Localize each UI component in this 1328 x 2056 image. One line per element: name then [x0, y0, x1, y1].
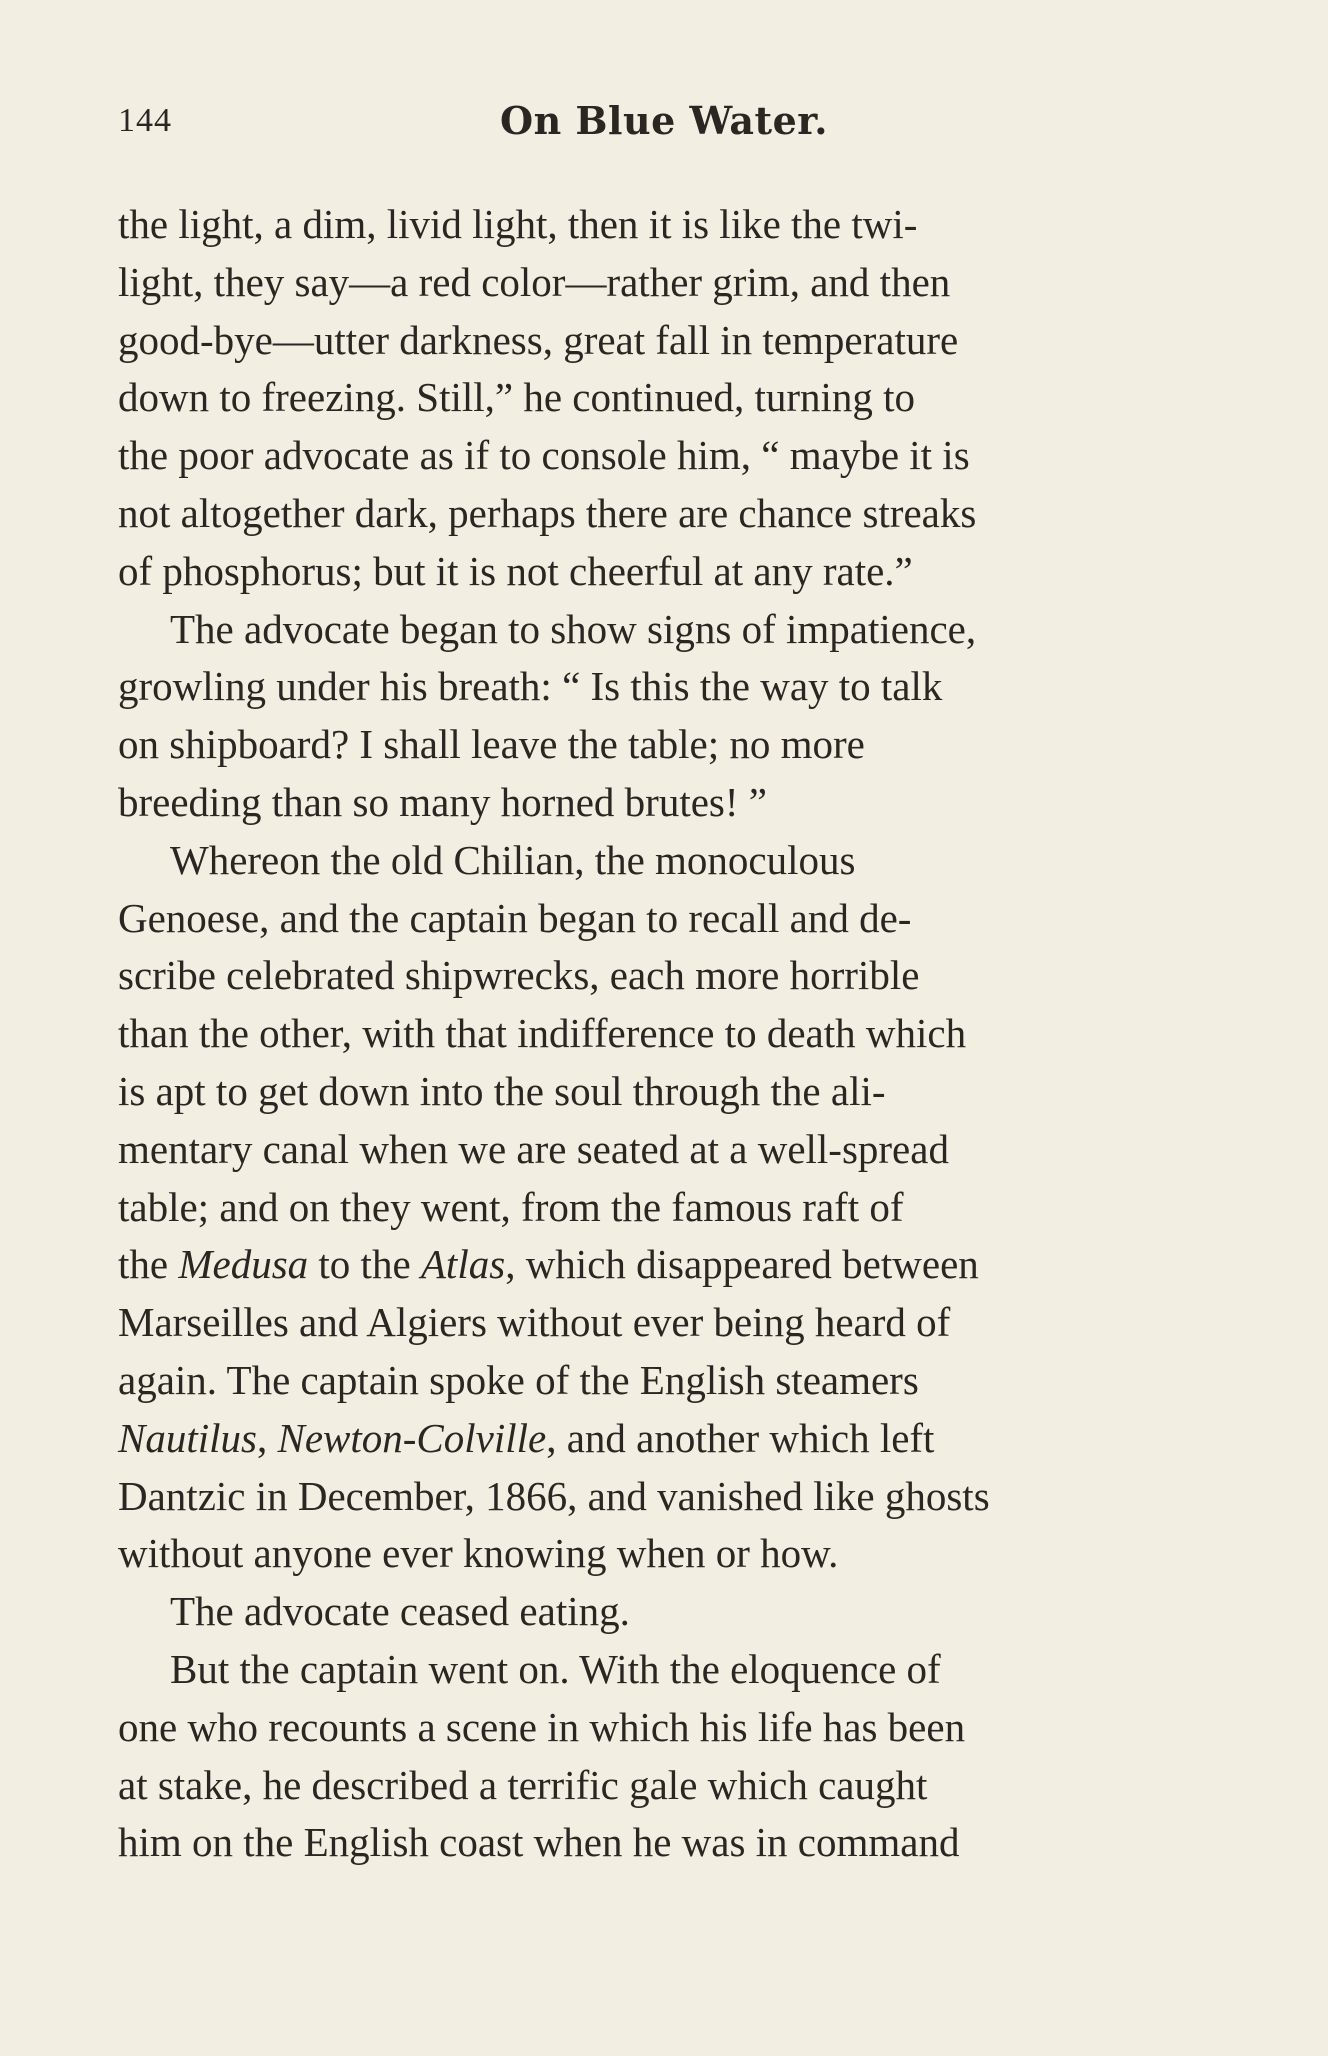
ship-name: Nautilus — [118, 1414, 257, 1461]
text-segment: to the — [308, 1241, 421, 1288]
text-line: light, they say—a red color—rather grim, and then — [118, 258, 951, 305]
running-head: On Blue Water. — [499, 98, 829, 143]
text-line: good-bye—utter darkness, great fall in temperature — [118, 316, 959, 363]
ship-name: Medusa — [178, 1241, 309, 1288]
text-line: at stake, he described a terrific gale which caught — [118, 1761, 928, 1808]
text-line: mentary canal when we are seated at a well-spread — [118, 1125, 949, 1172]
page-number: 144 — [118, 102, 172, 139]
text-line: is apt to get down into the soul through the ali- — [118, 1067, 886, 1114]
paragraph — [118, 1583, 1210, 1641]
text-line: Whereon the old Chilian, the monoculous — [170, 836, 856, 883]
text-line: of phosphorus; but it is not cheerful at any rate.” — [118, 547, 913, 594]
text-line: him on the English coast when he was in command — [118, 1819, 960, 1866]
text-line: on shipboard? I shall leave the table; no more — [118, 721, 865, 768]
text-segment: , and another which left — [546, 1414, 935, 1461]
text-line: one who recounts a scene in which his life has been — [118, 1703, 966, 1750]
body-text — [118, 196, 1210, 1872]
text-line: Marseilles and Algiers without ever being heard of — [118, 1299, 951, 1346]
ship-name: Atlas — [420, 1241, 506, 1288]
text-line-nautilus — [118, 1410, 1210, 1468]
text-line: than the other, with that indifference to death which — [118, 1010, 967, 1057]
text-line-medusa — [118, 1236, 1210, 1294]
paragraph — [118, 196, 1210, 601]
text-line: down to freezing. Still,” he continued, turning to — [118, 374, 916, 421]
text-line: the light, a dim, livid light, then it is like the twi- — [118, 201, 918, 247]
text-line: again. The captain spoke of the English steamers — [118, 1356, 919, 1403]
text-line: The advocate ceased eating. — [170, 1588, 630, 1635]
page-header — [118, 98, 1210, 158]
text-line: not altogether dark, perhaps there are chance streaks — [118, 489, 977, 536]
text-segment: the — [118, 1241, 179, 1288]
text-line: But the captain went on. With the eloquence of — [170, 1645, 941, 1692]
text-segment: , which disappeared between — [505, 1241, 979, 1288]
text-segment: , — [256, 1414, 278, 1461]
paragraph — [118, 1641, 1210, 1872]
text-line: The advocate began to show signs of impatience, — [170, 605, 977, 652]
text-line: Genoese, and the captain began to recall and de- — [118, 894, 912, 941]
paragraph — [118, 601, 1210, 832]
text-line: scribe celebrated shipwrecks, each more horrible — [118, 952, 920, 999]
text-line: without anyone ever knowing when or how. — [118, 1530, 839, 1577]
text-line: growling under his breath: “ Is this the way to talk — [118, 663, 943, 710]
text-line: table; and on they went, from the famous raft of — [118, 1183, 904, 1230]
text-line: breeding than so many horned brutes! ” — [118, 778, 767, 825]
text-line: Dantzic in December, 1866, and vanished like ghosts — [118, 1472, 990, 1519]
text-line: the poor advocate as if to console him, “ maybe it is — [118, 432, 970, 479]
paragraph — [118, 832, 1210, 1583]
ship-name: Newton-Colville — [277, 1414, 547, 1461]
